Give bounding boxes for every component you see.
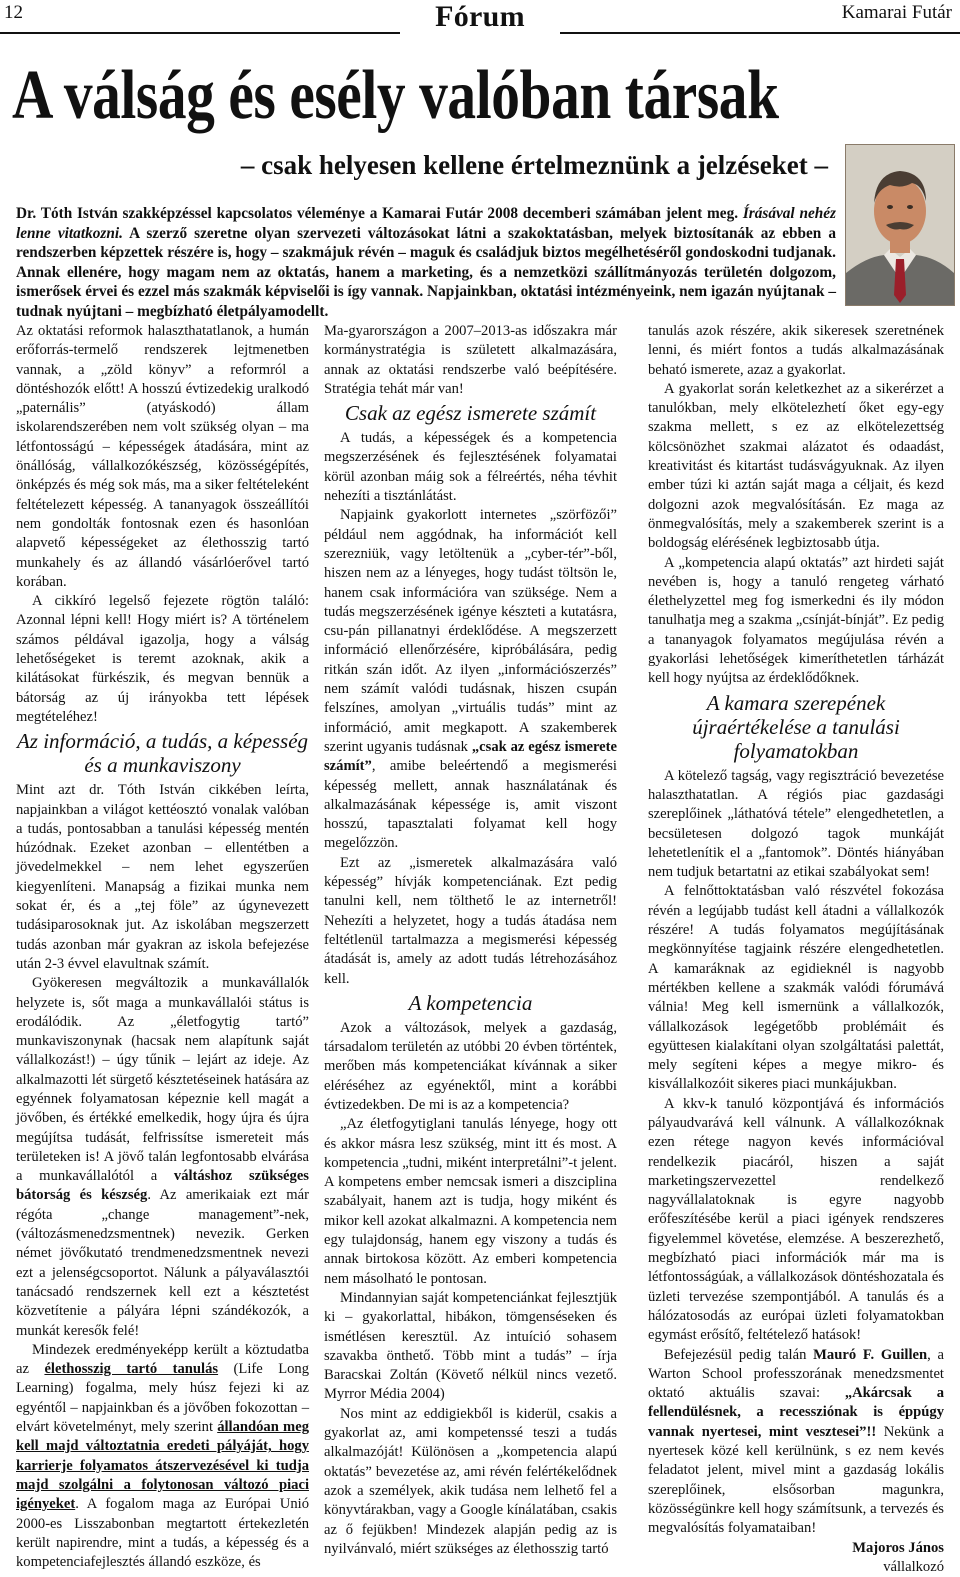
subheading: Csak az egész ismerete számít (344, 401, 597, 426)
paragraph (324, 506, 617, 853)
article-title: A válság és esély valóban társak (12, 57, 779, 134)
text-run: (Life Long Learning) fogalma, mely húsz fejezi ki az egyéntől – napjainkban és a jövőben fokozottan – elvárt követelményt, mely szerint (16, 1361, 309, 1436)
subheading: A kamara szerepének újraértékelése a tanulási folyamatokban (692, 690, 900, 763)
section-title: Fórum (435, 0, 525, 33)
paragraph: Az oktatási reformok halaszthatatlanok, a humán erőforrás-termelő rendszerek lejtmenetben vannak, a „zöld könyv” a reformról a döntéshozók előtt! A hosszú évtizedekig uralkodó „paternális” (atyáskodó) állam iskolarendszerében nem volt szükség olyan – ma létfontosságú – képességek átadására, mint az önállóság, vállalkozókészség, közösségépítés, önképzés és még sok más, ma a siker feltételeként feltételezett képesség. A tananyagok összeállítói nem gondolták fontosnak ezen és hasonlóan alapvető képességeket az élethosszig tartó munkahely és az állandó vásárlóerővel tartó korában. (16, 323, 309, 590)
subheading: Az információ, a tudás, a képesség és a munkaviszony (16, 729, 309, 778)
paragraph: Ma-gyarországon a 2007–2013-as időszakra már kormánystratégia is született alkalmazására, annak az oktatási rendszerbe való beépítésére. Stratégia tehát már van! (324, 323, 617, 397)
bold-text: „Akárcsak a fellendülésnek, a recessziónak is éppúgy vannak nyertesei, mint vesztesei”!! (648, 1385, 944, 1440)
bold-text: „csak az egész ismerete számít” (324, 738, 617, 775)
publication-name: Kamarai Futár (841, 2, 952, 23)
underlined-bold-text: állandóan meg kell majd változtatnia eredeti pályáját, hogy karrierje folyamatos átszervezésével ki tudja majd szolgálni a folytonosan változó piaci igényeket (16, 1419, 309, 1513)
text-run: Napjaink gyakorlott internetes „szörfözői” például nem aggódnak, ha információt kell szerezniük, vagy letöltenük a „cyber-tér”-ből, hiszen nem az a lényeges, hogy tudást töltsön le, hanem csak információra van szüksége. Nem a tudás megszerzésének igénye készteti a kutatásra, csu-pán pillanatnyi érdeklődése. A megszerzett információ ellenőrzésére, kipróbálására, pedig ritkán szán időt. Az ilyen „információszerzés” nem számít valódi tudásnak, hiszen csupán felszínes, amolyan „virtuális tudás” mint az információ, amit megkapott. A szakemberek szerint ugyanis tudásnak (324, 507, 617, 755)
author-signature: Majoros János (852, 1539, 944, 1556)
page-number: 12 (4, 2, 23, 23)
author-role: vállalkozó (883, 1558, 944, 1575)
paragraph (648, 1346, 944, 1539)
bold-text: váltáshoz szükséges bátorság és készség (16, 1168, 309, 1204)
paragraph: A tudás, a képességek és a kompetencia megszerzésének és fejlesztésének folyamatai körül azonban máig sok a félreértés, néha tévhit nehezíti a tisztánlátást. (324, 430, 617, 505)
article-column-2 (324, 322, 617, 1559)
portrait-photo-icon (846, 145, 954, 305)
paragraph: tanulás azok részére, akik sikeresek szeretnének lenni, és miért fontos a tudás alkalmazásának beható ismerete, azaz a gyakorlat. (648, 323, 944, 378)
article-lead (16, 204, 836, 321)
text-run: Nekünk a nyertesek közé kell kerülnünk, s ez nem kevés feladatot jelent, mivel mint a gazdaság lokális szereplőinek, elsősorban magunkra, közösségünkre kell hogy számítsunk, a tervezés és megvalósítás folyamataiban! (648, 1423, 944, 1537)
bold-text: Mauró F. Guillen (813, 1346, 928, 1363)
article-column-3 (648, 322, 944, 1577)
subheading: A kompetencia (408, 990, 533, 1015)
paragraph: Ezt az „ismeretek alkalmazására való képesség” hívják kompetenciának. Ezt pedig tanulni kell, nem tölthető le az internetről! Nehezíti a helyzetet, hogy a tudás átadása nem feltétlenül tartalmazza a megismerési képesség átadását is, amely az adott tudás létrehozásához kell. (324, 854, 617, 987)
text-run: Gyökeresen megváltozik a munkavállalók helyzete is, sőt maga a munkavállalói státus is erodálódik. Az „életfogytig tartó” munkaviszonynak (hacsak nem alapítunk saját vállalkozást!) – úgy tűnik – lejárt az ideje. Az alkalmazotti lét sürgető késztetéseinek hatására az egyénnek folyamatosan képeznie kell magát a jövőben, és értékké emelkedik, hogy újra és újra megújítsa tudását, felfrissítse ismereteit más területeken is! A jövő talán legfontosabb elvárása a munkavállalótól a (16, 975, 309, 1185)
article-subtitle: – csak helyesen kellene értelmeznünk a jelzéseket – (240, 150, 828, 180)
author-portrait (845, 144, 955, 306)
lead-sentence-1: Dr. Tóth István szakképzéssel kapcsolatos véleménye a Kamarai Futár 2008 decemberi számában jelent meg. (16, 205, 739, 222)
header-rule-left (0, 32, 400, 34)
text-run: , amibe beleértendő a megismerési képesség mellett, annak használatának és alkalmazásának képessége is, amit viszont hosszú, tapasztalati folyamat kell hogy megelőzzön. (324, 758, 617, 852)
lead-sentence-3: A szerző szeretne olyan szervezeti változásokat látni a szakoktatásban, melyek biztosítanák az ebben a rendszerben képzettek részére is, hogy – szakmájuk révén – maguk és családjuk biztos megélhetéséről gondoskodni tudjanak. Annak ellenére, hogy magam nem az oktatás, hanem a marketing, és a nemzetközi szállítmányozás területén dolgozom, ismerősek érvei és ezzel más szakmák képviselői is így vannak. Napjainkban, oktatási intézményeink, nem igazán nyújtanak – tudnak nyújtani – megbízható életpályamodellt. (16, 224, 836, 320)
paragraph: A kötelező tagság, vagy regisztráció bevezetése halaszthatatlan. A régiós piac gazdasági szereplőinek „láthatóvá tétele” elengedhetetlen, a becsületesen dolgozó tagok munkáját lehetetlenítik el a „fantomok”. Döntés hiányában nem tudjuk betartatni az etikai szabályokat sem! (648, 767, 944, 881)
paragraph: Nos mint az eddigiekből is kiderül, csakis a gyakorlat az, ami kompetenssé teszi a tudás alkalmazóját! Különösen a „kompetencia alapú oktatás” bevezetése az, ami révén felértékelődnek azok a személyek, akik tudása nem lelhető fel a könyvtárakban, vagy a Google kínálatában, csakis az ő fejükben! Mindezek alapján pedig az is nyilvánvaló, miért szükséges az élethosszig tartó (324, 1405, 617, 1557)
article-column-1 (16, 322, 309, 1572)
paragraph: A gyakorlat során keletkezhet az a sikerérzet a tanulókban, mely elkötelezhetí őket egy-egy szakma mellett, s ez az elkötelezettség kölcsönözhet szakmai alázatot és odaadást, kreativitást és kitartást tudásvágyuknak. Az ilyen ember túzi ki aztán saját maga a céljait, és kezd dolgozni azok megvalósításán. Ez maga az önmegvalósítás, mely a szakemberek szerint is a boldogság elérésének legbiztosabb útja. (648, 380, 944, 552)
text-run: . A fogalom maga az Európai Unió 2000-es Lisszabonban megtartott értekezletén került napirendre, mint a tudás, a képesség és a kompetenciafejlesztés állandó eszköze, és (16, 1496, 309, 1571)
header-rule-right (560, 32, 960, 34)
text-run: Befejezésül pedig talán (664, 1346, 814, 1363)
paragraph: A kkv-k tanuló központjává és információs pályaudvarává kell válnunk. A vállalkozóknak ezen rétege nagyon kevés információval rendelkezik piacáról, hiszen a saját marketingszervezettel rendelkező nagyvállalatoknak is egyre nagyobb erőfeszítésébe kerül a piaci igények rendszeres figyelemmel követése, elemzése. A beszerezhető, megbízható piaci információk már ma is létfontosságúak, a vállalkozások döntéshozatala és üzleti tervezése szempontjából. A tanulás és a hálózatosodás az európai üzleti folyamatokban egymást erősítő, feltételező hatások! (648, 1095, 944, 1344)
text-run: . Az amerikaiak ezt már régóta „change management”-nek, (változásmenedzsmentnek) nevezik. Gerken német jövőkutató trendmenedzsmentnek nevezi ezt a jelenségcsoportot. Nálunk a pályaválasztói tanácsadó rendszernek kell ezt a késztetést közvetítenie a pályára lépni szándékozók, a munkát keresők felé! (16, 1187, 309, 1339)
paragraph: Mint azt dr. Tóth István cikkében leírta, napjainkban a világot kettéosztó vonalak valóban a tudás, pontosabban a tanulási képesség mentén húzódnak. Ezeket azonban – ellentétben a jövedelmekkel – nem lehet egyszerűen kiegyenlíteni. Manapság a fizikai munka nem sokat ér, és a „tej föle” az úgynevezett tudásiparosoknak jut. Az iskolában megszerzett tudás azonban már gyakran az iskola befejezése után 2-3 évvel elavultnak számít. (16, 782, 309, 972)
paragraph (16, 974, 309, 1341)
text-run: Mindezek eredményeképp került a köztudatba az (16, 1341, 309, 1378)
lead-sentence-2: Írásával nehéz lenne vitatkozni. (16, 205, 837, 242)
paragraph: Mindannyian saját kompetenciánkat fejlesztjük ki – gyakorlattal, hibákon, tömgenséseken és ismétlésen keresztül. Az intuíció sohasem szavakba önthető. Több mint a tudás” – írja Baracskai Zoltán (Követő nélkül nincs vezető. Myrror Média 2004) (324, 1289, 617, 1403)
text-run: , a Warton School professzorának menedzsmentet oktató aktuális szavai: (648, 1346, 945, 1402)
underlined-bold-text: élethosszig tartó tanulás (44, 1361, 219, 1378)
paragraph: A „kompetencia alapú oktatás” azt hirdeti saját nevében is, hogy a tanuló rengeteg várható élethelyzettel meg fog ismerkedni és ily módon tanulhatja meg a szakma „csínját-bínját”. Ez pedig a tananyagok folyamatos megújulása révén a gyakorlási lehetőségek kimeríthetetlen tárházát kell hogy nyújtsa az érdeklődőknek. (648, 554, 944, 687)
paragraph: A cikkíró legelső fejezete rögtön találó: Azonnal lépni kell! Hogy miért is? A történelem számos példával igazolja, hogy a válság lehetőségeket is teremt azoknak, akik a kilátásokat fürkészik, és megvan bennük a bátorság az új irányokba tett lépések megtételéhez! (16, 593, 309, 725)
paragraph: „Az életfogytiglani tanulás lényege, hogy ott és akkor másra lesz szükség, mint itt és most. A kompetencia „tudni, miként interpretálni”-t jelent. A kompetens ember nemcsak ismeri a diszciplina szabályait, hanem azt is tudja, hogy miként és mikor kell azokat alkalmazni. A kompetencia nem egy tulajdonság, hanem egy viszony a tudás és annak birtokosa között. Az emberi kompetencia nem másolható le pontosan. (324, 1116, 617, 1287)
paragraph: A felnőttoktatásban való részvétel fokozása révén a legújabb tudást kell átadni a vállalkozók részére! A tudás folyamatos megújításának megkönnyítése tagjaink részére elengedhetetlen. A kamaráknak az egidieknél is nagyobb mértékben kellene a szakmák valódi fórumává válnia! Meg kell ismernünk a vállalkozók, vállalkozások legégetőbb problémáit és együttesen kialakítani olyan szolgáltatási palettát, mely segíteni képes a megye mikro- és kisvállalkozóit sikeres piaci munkájukban. (648, 883, 944, 1093)
page-header (0, 0, 960, 34)
paragraph: Azok a változások, melyek a gazdaság, társadalom területén az utóbbi 20 évben történtek, merőben más kompetenciákat kívánnak a siker eléréséhez az egyénektől, mint a korábbi évtizedekben. De mi is az a kompetencia? (324, 1019, 617, 1113)
paragraph (16, 1341, 309, 1573)
